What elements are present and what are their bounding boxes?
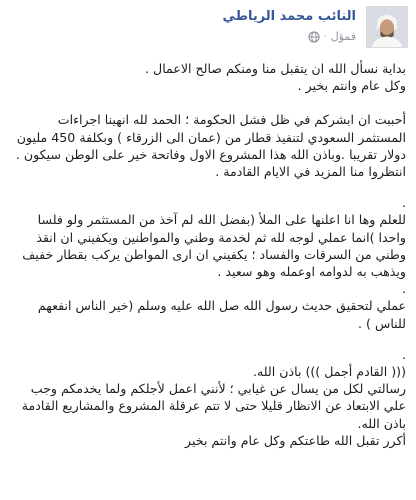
post-status[interactable]: فمؤل bbox=[330, 30, 356, 43]
post-paragraph: بداية نسأل الله ان يتقبل منا ومنكم صالح الاعمال . وكل عام وانتم بخير . bbox=[145, 61, 406, 94]
post-paragraph: . ((( القادم أجمل ))) باذن الله. رسالتي لكل من يسال عن غيابي ؛ لأنني اعمل لأجلكم ولما يخدمكم وجب علي الابتعاد عن الانظار قليلا حتى لا تتم عرقلة المشروع والمشاريع القادمة باذن الله. أكرر تقبل الله طاعتكم وكل عام وانتم بخير bbox=[21, 346, 406, 448]
person-photo-icon bbox=[367, 7, 407, 47]
author-avatar[interactable] bbox=[366, 6, 408, 48]
post-paragraph: . عملي لتحقيق حديث رسول الله صل الله عليه وسلم (خير الناس انفعهم للناس ) . bbox=[37, 281, 406, 331]
post-paragraph: أحببت ان ابشركم في ظل فشل الحكومة ؛ الحمد لله انهينا اجراءات المستثمر السعودي لتنفيذ قطار من (عمان الى الزرقاء ) وبكلفة 450 مليون دولار تقريبا .وباذن الله هذا المشروع الاول وفاتحة خير على الوطن سيكون . انتظروا منا المزيد في الايام القادمة . bbox=[15, 112, 406, 180]
post-paragraph: . للعلم وها انا اعلنها على الملأ (بفضل الله لم آخذ من المستثمر ولو فلسا واحدا )انما عملي لوجه لله ثم لخدمة وطني والمواطنين ويكفيني ان انقذ وطني من السرقات والفساد ؛ يكفيني ان ارى المواطن يركب بقطار خفيف ويذهب به لدوامه اوعمله وهو سعيد . bbox=[22, 195, 406, 280]
post-body bbox=[8, 60, 406, 449]
author-name[interactable]: النائب محمد الرياطي bbox=[222, 9, 356, 24]
post-meta bbox=[308, 30, 356, 43]
meta-separator: · bbox=[323, 31, 327, 42]
post-header bbox=[8, 6, 408, 50]
globe-icon[interactable] bbox=[308, 31, 320, 43]
